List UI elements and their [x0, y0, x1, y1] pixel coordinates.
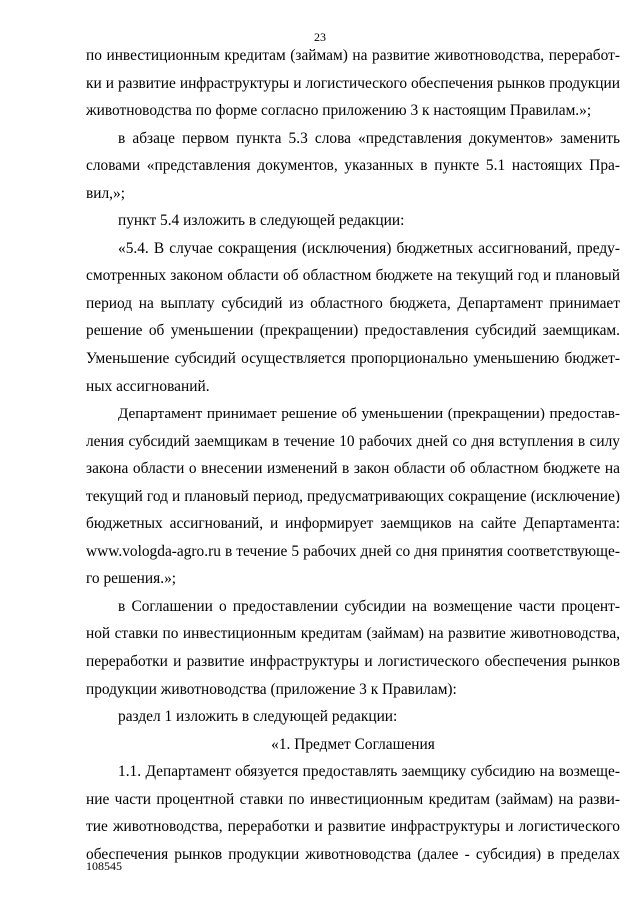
text-line: ной ставки по инвестиционным кредитам (займам) на развитие животноводства,	[86, 625, 620, 643]
document-body	[86, 42, 620, 868]
document-code: 108545	[86, 859, 122, 873]
text-line: бюджетных ассигнований, и информирует заемщиков на сайте Департамента:	[86, 515, 620, 533]
page-number: 23	[314, 30, 326, 44]
text-line: ления субсидий заемщикам в течение 10 рабочих дней со дня вступления в силу	[86, 432, 620, 450]
text-line: смотренных законом области об областном бюджете на текущий год и плановый	[86, 267, 620, 285]
text-line: ние части процентной ставки по инвестиционным кредитам (займам) на разви-	[86, 790, 620, 808]
text-line: переработки и развитие инфраструктуры и логистического обеспечения рынков	[86, 653, 620, 671]
text-line: вил,»;	[86, 184, 126, 202]
text-line: 1.1. Департамент обязуется предоставлять заемщику субсидию на возмеще-	[118, 763, 620, 781]
text-line: обеспечения рынков продукции животноводства (далее - субсидия) в пределах	[86, 845, 620, 863]
text-line: Департамент принимает решение об уменьшении (прекращении) предостав-	[118, 405, 620, 423]
section-heading: «1. Предмет Соглашения	[271, 735, 435, 753]
text-line: закона области о внесении изменений в закон области об областном бюджете на	[86, 460, 620, 478]
text-line: по инвестиционным кредитам (займам) на развитие животноводства, переработ-	[86, 47, 620, 64]
text-line: ных ассигнований.	[86, 377, 210, 395]
text-line: го решения.»;	[86, 570, 177, 588]
text-line: решение об уменьшении (прекращении) предоставления субсидий заемщикам.	[86, 322, 620, 340]
text-line: www.vologda-agro.ru в течение 5 рабочих дней со дня принятия соответствующе-	[86, 542, 620, 560]
text-line: в Соглашении о предоставлении субсидии на возмещение части процент-	[118, 597, 620, 615]
text-line: ки и развитие инфраструктуры и логистического обеспечения рынков продукции	[86, 74, 620, 92]
text-line: Уменьшение субсидий осуществляется пропорционально уменьшению бюджет-	[86, 350, 620, 368]
text-line: тие животноводства, переработки и развитие инфраструктуры и логистического	[86, 818, 620, 836]
text-line: словами «представления документов, указанных в пункте 5.1 настоящих Пра-	[86, 157, 620, 175]
text-line: текущий год и плановый период, предусматривающих сокращение (исключение)	[86, 487, 620, 505]
text-line: период на выплату субсидий из областного бюджета, Департамент принимает	[86, 294, 620, 312]
text-line: животноводства по форме согласно приложению 3 к настоящим Правилам.»;	[86, 102, 592, 120]
text-line: продукции животноводства (приложение 3 к Правилам):	[86, 680, 457, 698]
text-line: пункт 5.4 изложить в следующей редакции:	[118, 212, 405, 230]
text-line: в абзаце первом пункта 5.3 слова «представления документов» заменить	[118, 129, 620, 147]
text-line: «5.4. В случае сокращения (исключения) бюджетных ассигнований, преду-	[118, 239, 620, 257]
text-line: раздел 1 изложить в следующей редакции:	[118, 708, 398, 726]
